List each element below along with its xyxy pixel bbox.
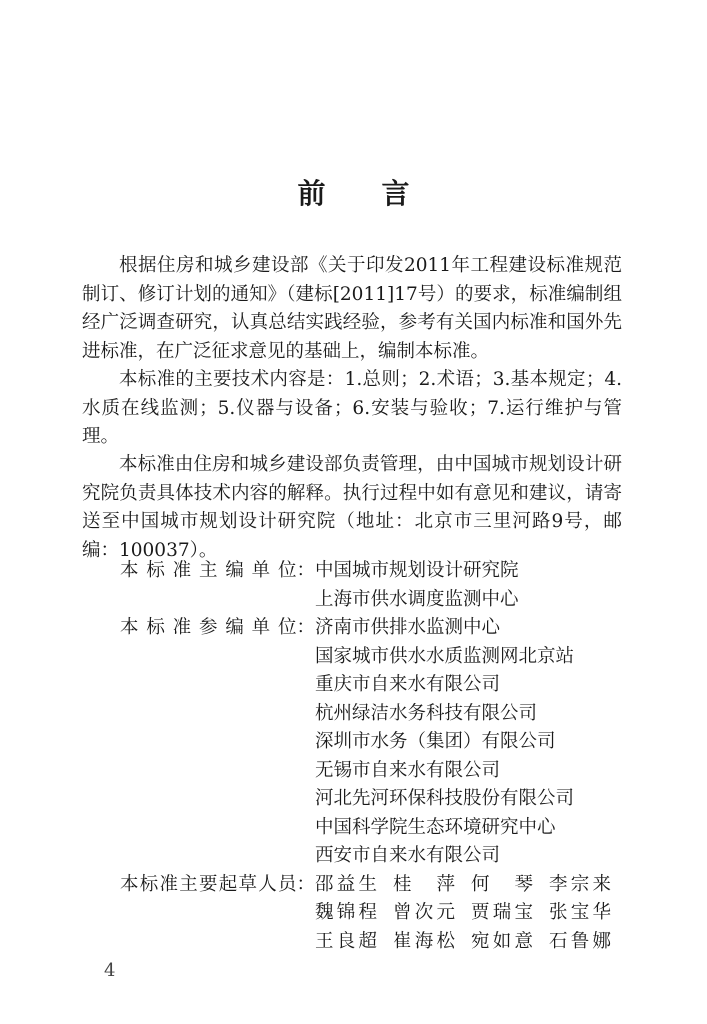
unit-list: [120, 557, 640, 956]
participating-unit-item: 西安市自来水有限公司: [315, 845, 501, 866]
drafters-label: 本标准主要起草人员: [120, 873, 297, 895]
participating-unit-item: 济南市供排水监测中心: [315, 617, 501, 638]
drafter-name: 桂萍: [393, 873, 455, 895]
drafter-name: 李宗来: [549, 873, 611, 895]
drafters-row: 本标准主要起草人员 ： 邵益生 桂萍 何琴 李宗来 魏锦程 曾次元 贾瑞宝 张宝华 王良超 崔海松 宛如意 石鲁娜: [120, 871, 640, 957]
drafter-name: 何琴: [471, 873, 533, 895]
paragraph-background: 根据住房和城乡建设部《关于印发2011年工程建设标准规范制订、修订计划的通知》（建标[2011]17号）的要求，标准编制组经广泛调查研究，认真总结实践经验，参考有关国内标准和国外先进标准，在广泛征求意见的基础上，编制本标准。: [82, 255, 622, 362]
chief-units-label: 本标准主编单位: [120, 560, 297, 581]
drafter-name: 魏锦程: [315, 902, 377, 923]
chief-unit-item: 中国城市规划设计研究院: [315, 560, 519, 581]
participating-units-row: 本标准参编单位 ： 济南市供排水监测中心 国家城市供水水质监测网北京站 重庆市自来水有限公司 杭州绿洁水务科技有限公司 深圳市水务（集团）有限公司 无锡市自来水有限公司 河北先河环保科技股份有限公司 中国科学院生态环境研究中心 西安市自来水有限公司: [120, 614, 640, 871]
participating-unit-item: 无锡市自来水有限公司: [315, 759, 501, 781]
participating-unit-item: 深圳市水务（集团）有限公司: [315, 731, 556, 752]
drafter-name: 贾瑞宝: [471, 902, 533, 923]
chief-unit-item: 上海市供水调度监测中心: [315, 588, 519, 610]
page-title: 前言: [297, 177, 466, 210]
chief-units-row: 本标准主编单位 ： 中国城市规划设计研究院 上海市供水调度监测中心: [120, 557, 640, 614]
participating-unit-item: 国家城市供水水质监测网北京站: [315, 645, 575, 667]
participating-unit-item: 重庆市自来水有限公司: [315, 674, 501, 695]
participating-unit-item: 河北先河环保科技股份有限公司: [315, 788, 575, 809]
page-number: 4: [104, 960, 116, 981]
drafter-name: 崔海松: [393, 930, 455, 952]
participating-unit-item: 杭州绿洁水务科技有限公司: [315, 702, 538, 724]
participating-units-label: 本标准参编单位: [120, 617, 297, 638]
drafter-name: 邵益生: [315, 873, 377, 895]
drafter-name: 张宝华: [549, 902, 611, 923]
drafter-name: 王良超: [315, 930, 377, 952]
drafter-name: 宛如意: [471, 930, 533, 952]
drafter-name: 曾次元: [393, 902, 455, 923]
participating-unit-item: 中国科学院生态环境研究中心: [315, 816, 556, 838]
paragraph-management: 本标准由住房和城乡建设部负责管理，由中国城市规划设计研究院负责具体技术内容的解释。执行过程中如有意见和建议，请寄送至中国城市规划设计研究院（地址：北京市三里河路9号，邮编：100037）。: [82, 454, 622, 561]
drafter-name: 石鲁娜: [549, 930, 611, 952]
paragraph-contents: 本标准的主要技术内容是：1.总则；2.术语；3.基本规定；4.水质在线监测；5.仪器与设备；6.安装与验收；7.运行维护与管理。: [82, 369, 622, 447]
